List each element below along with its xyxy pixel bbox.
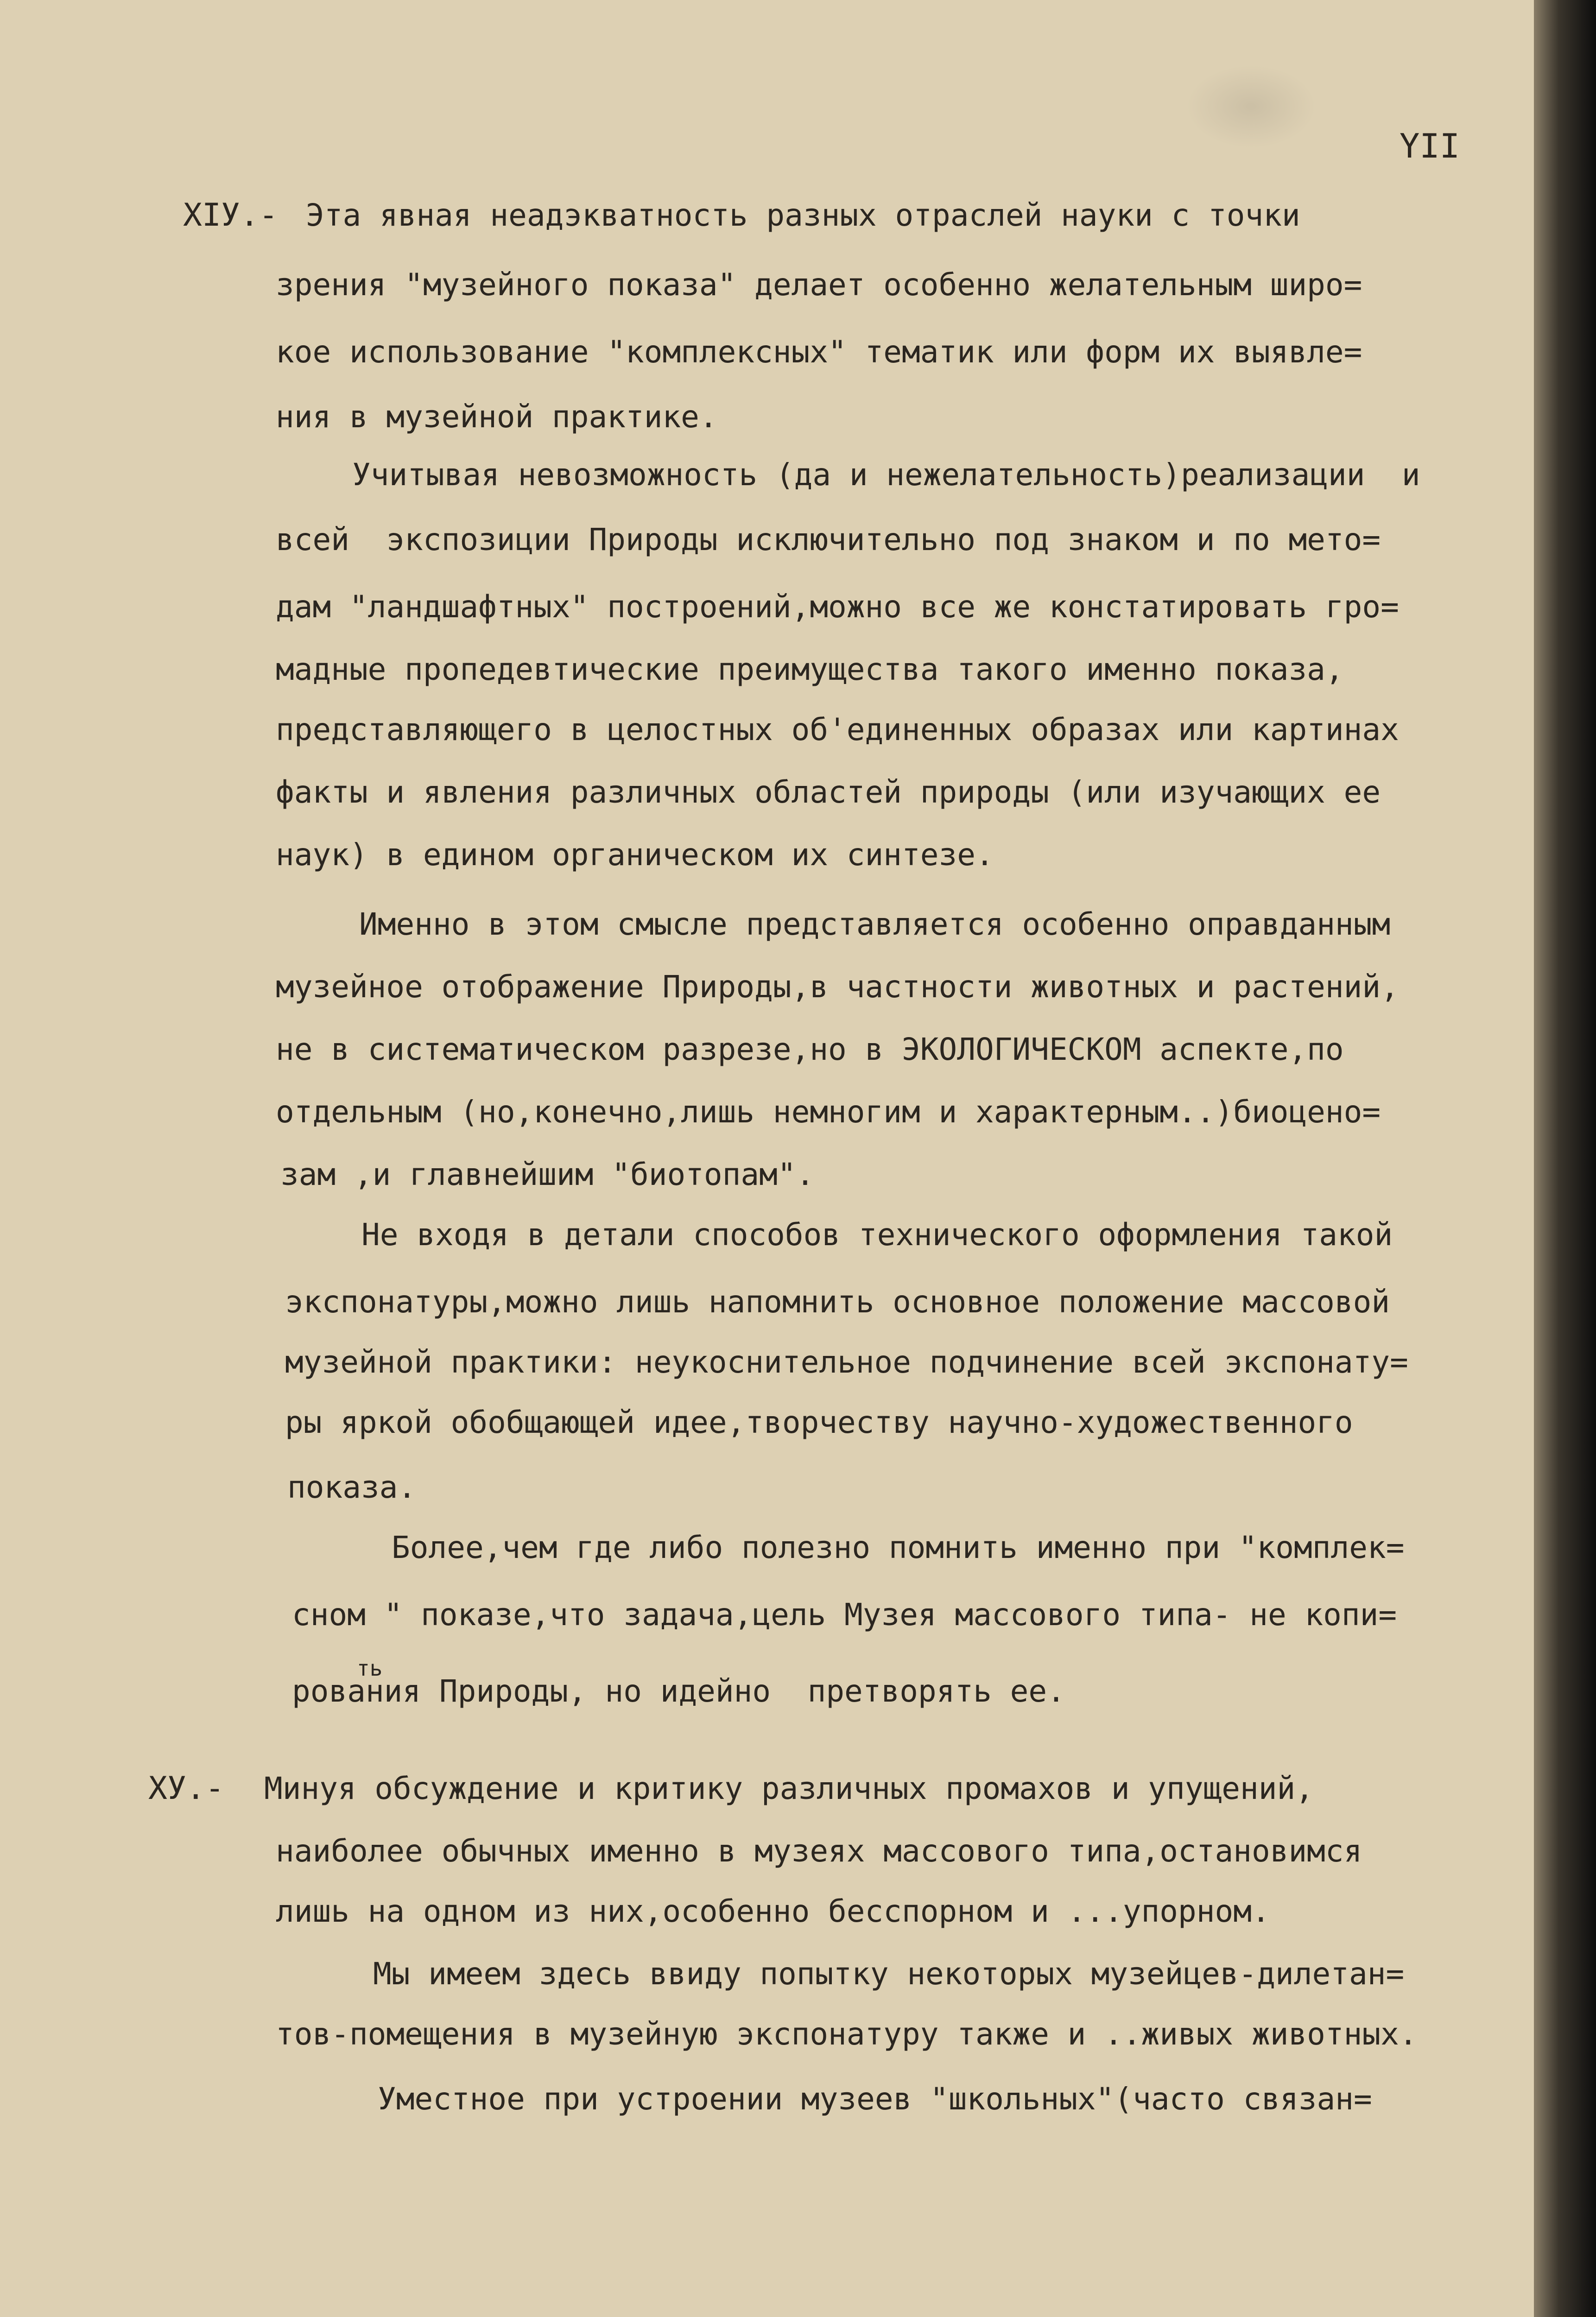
section-marker-15: ХУ.- xyxy=(148,1770,224,1807)
text-line: сном " показе,что задача,цель Музея массового типа- не копи= xyxy=(292,1597,1397,1633)
text-line: Мы имеем здесь ввиду попытку некоторых музейцев-дилетан= xyxy=(373,1956,1405,1992)
text-line: Более,чем где либо полезно помнить именно при "комплек= xyxy=(392,1530,1405,1565)
text-line: показа. xyxy=(287,1469,417,1505)
text-line: факты и явления различных областей природы (или изучающих ее xyxy=(276,774,1381,810)
text-line: тов-помещения в музейную экспонатуру также и ..живых животных. xyxy=(276,2016,1418,2052)
text-line: рования Природы, но идейно претворять ее. xyxy=(292,1673,1065,1709)
text-line: не в систематическом разрезе,но в ЭКОЛОГИЧЕСКОМ аспекте,по xyxy=(276,1032,1344,1067)
text-line: ры яркой обобщающей идее,творчеству научно-художественного xyxy=(285,1405,1353,1440)
text-line: отдельным (но,конечно,лишь немногим и характерным..)биоцено= xyxy=(276,1094,1381,1130)
text-line: всей экспозиции Природы исключительно под знаком и по мето= xyxy=(276,522,1381,557)
text-line: ния в музейной практике. xyxy=(276,399,718,435)
text-line: дам "ландшафтных" построений,можно все же констатировать гро= xyxy=(276,589,1399,625)
text-line: Не входя в детали способов технического оформления такой xyxy=(361,1217,1393,1253)
text-line: мадные пропедевтические преимущества такого именно показа, xyxy=(276,652,1344,687)
text-line: экспонатуры,можно лишь напомнить основное положение массовой xyxy=(285,1284,1390,1320)
text-line: кое использование "комплексных" тематик или форм их выявле= xyxy=(276,334,1362,370)
handwritten-correction: ть xyxy=(357,1656,383,1681)
text-line: Эта явная неадэкватность разных отраслей науки с точки xyxy=(306,197,1300,233)
page-edge-shadow xyxy=(1534,0,1596,2317)
text-line: Минуя обсуждение и критику различных промахов и упущений, xyxy=(264,1771,1314,1806)
page-number: YII xyxy=(1400,127,1460,165)
text-line: музейной практики: неукоснительное подчинение всей экспонату= xyxy=(285,1344,1408,1380)
text-line: Уместное при устроении музеев "школьных"(часто связан= xyxy=(378,2081,1372,2117)
text-line: музейное отображение Природы,в частности животных и растений, xyxy=(276,969,1399,1005)
text-line: зам ,и главнейшим "биотопам". xyxy=(280,1157,815,1192)
text-line: Учитывая невозможность (да и нежелательность)реализации и xyxy=(352,457,1420,493)
faded-stamp xyxy=(1186,65,1316,148)
text-line: Именно в этом смысле представляется особенно оправданным xyxy=(359,906,1391,942)
text-line: представляющего в целостных об'единенных образах или картинах xyxy=(276,712,1399,747)
text-line: наиболее обычных именно в музеях массового типа,остановимся xyxy=(276,1833,1362,1869)
text-line: наук) в едином органическом их синтезе. xyxy=(276,837,994,873)
text-line: лишь на одном из них,особенно бесспорном и ...упорном. xyxy=(276,1893,1270,1929)
section-marker-14: XIУ.- xyxy=(183,197,278,234)
text-line: зрения "музейного показа" делает особенно желательным широ= xyxy=(276,267,1362,303)
